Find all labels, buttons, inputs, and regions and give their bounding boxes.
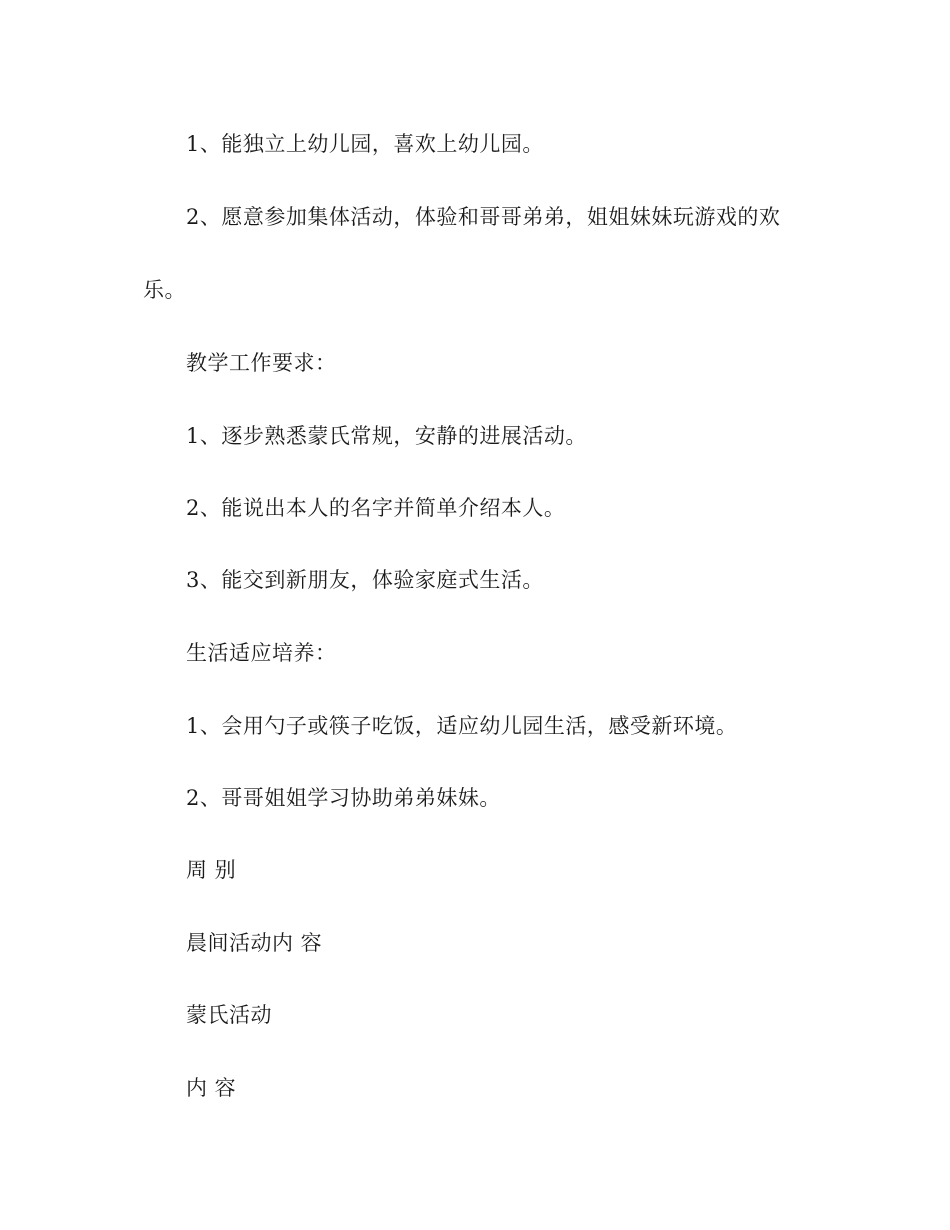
paragraph-line: 1、逐步熟悉蒙氏常规，安静的进展活动。 (186, 424, 587, 448)
section-heading: 教学工作要求： (186, 351, 337, 375)
table-label: 内 容 (186, 1076, 237, 1100)
table-label: 晨间活动内 容 (186, 931, 323, 955)
section-heading: 生活适应培养： (186, 641, 337, 665)
paragraph-line: 1、会用勺子或筷子吃饭，适应幼儿园生活，感受新环境。 (186, 714, 738, 738)
paragraph-line: 2、能说出本人的名字并简单介绍本人。 (186, 496, 566, 520)
table-label: 蒙氏活动 (186, 1003, 272, 1027)
paragraph-line: 2、愿意参加集体活动，体验和哥哥弟弟，姐姐妹妹玩游戏的欢 (186, 205, 781, 229)
paragraph-line-continuation: 乐。 (143, 278, 186, 302)
table-label: 周 别 (186, 858, 237, 882)
paragraph-line: 3、能交到新朋友，体验家庭式生活。 (186, 568, 544, 592)
paragraph-line: 2、哥哥姐姐学习协助弟弟妹妹。 (186, 786, 501, 810)
paragraph-line: 1、能独立上幼儿园，喜欢上幼儿园。 (186, 132, 544, 156)
